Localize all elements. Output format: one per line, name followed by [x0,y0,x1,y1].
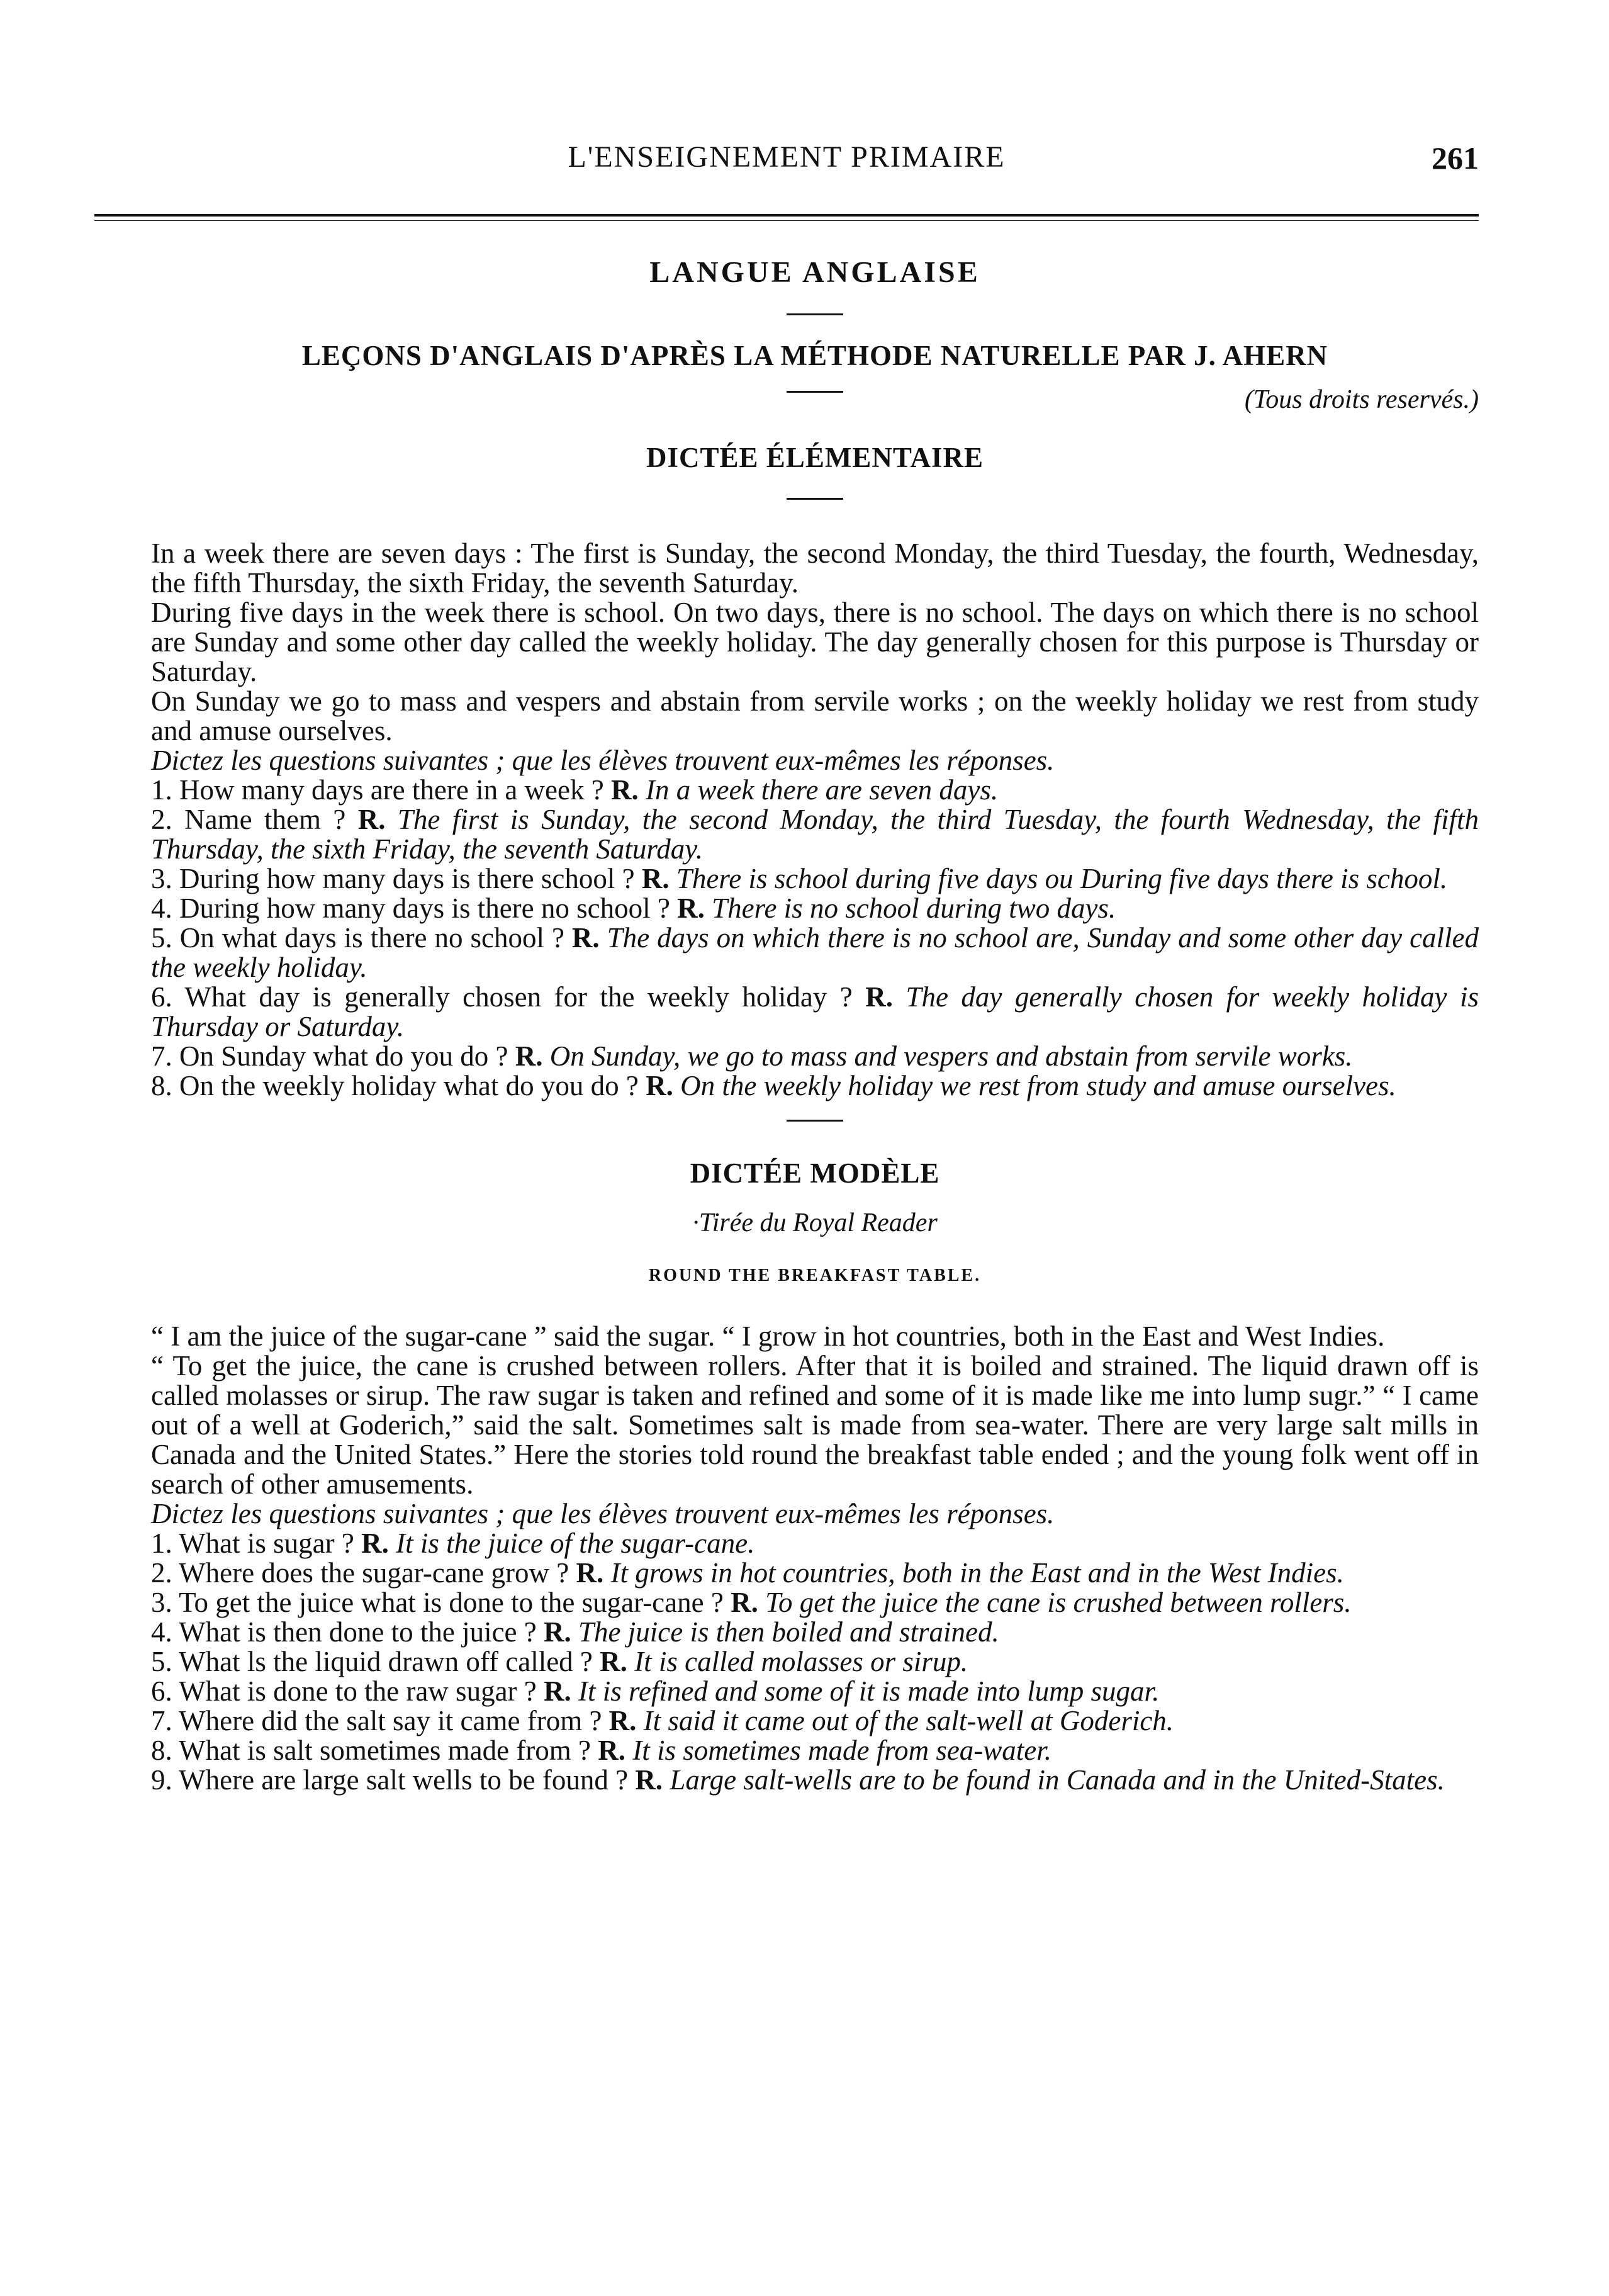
answer-marker: R. [515,1040,543,1072]
answer: The days on which there is no school are, Sunday and some other day called the weekly holiday. [151,922,1479,983]
qa-item [151,805,1479,864]
section-divider [787,313,843,315]
dictee-elementaire-title: DICTÉE ÉLÉMENTAIRE [646,442,984,473]
question: 3. During how many days is there school ? [151,863,635,894]
dictee-elementaire-text [151,539,1479,1101]
answer-marker: R. [646,1070,673,1101]
qa-item [151,982,1479,1042]
dictee-elementaire-divider [787,498,843,500]
rights-line [151,385,1479,422]
paragraph: On Sunday we go to mass and vespers and abstain from servile works ; on the weekly holiday we rest from study and amuse ourselves. [151,685,1479,746]
answer: On Sunday, we go to mass and vespers and abstain from servile works. [549,1040,1353,1072]
question: 8. On the weekly holiday what do you do ? [151,1070,639,1101]
qa-item [151,1677,1479,1706]
paragraph: In a week there are seven days : The first is Sunday, the second Monday, the third Tuesday, the fourth, Wednesday, the fifth Thursday, the sixth Friday, the seventh Saturday. [151,537,1479,599]
answer: It is called molasses or sirup. [634,1646,968,1677]
qa-item [151,1042,1479,1071]
qa-item [151,1529,1479,1558]
answer-marker: R. [544,1675,571,1707]
qa-item [151,1765,1479,1795]
answer: On the weekly holiday we rest from study and amuse ourselves. [680,1070,1396,1101]
qa-item [151,1558,1479,1588]
rights-notice: (Tous droits reservés.) [1244,385,1479,414]
page-number: 261 [1432,140,1479,176]
dictee-modele-title: DICTÉE MODÈLE [690,1157,940,1189]
source-line: ·Tirée du Royal Reader [692,1208,938,1237]
paragraph: During five days in the week there is school. On two days, there is no school. The days on which there is no school are Sunday and some other day called the weekly holiday. The day generally chosen for this purpose is Thursday or Saturday. [151,597,1479,687]
qa-item [151,894,1479,923]
answer-marker: R. [576,1557,604,1589]
answer: There is no school during two days. [712,892,1116,924]
answer-marker: R. [635,1764,663,1796]
question: 1. How many days are there in a week ? [151,774,604,806]
question: 5. What ls the liquid drawn off called ? [151,1646,593,1677]
question: 7. On Sunday what do you do ? [151,1040,508,1072]
qa-item [151,1736,1479,1765]
answer-marker: R. [610,774,639,806]
answer: Large salt-wells are to be found in Canada and in the United-States. [670,1764,1445,1796]
question: 3. To get the juice what is done to the sugar-cane ? [151,1587,724,1618]
story-title: ROUND THE BREAKFAST TABLE. [648,1266,982,1285]
paragraph: “ To get the juice, the cane is crushed between rollers. After that it is boiled and strained. The liquid drawn off is called molasses or sirup. The raw sugar is taken and refined and some of it is made like me into lump sugr.” “ I came out of a well at Goderich,” said the salt. Sometimes salt is made from sea-water. There are very large salt mills in Canada and the United States.” Here the stories told round the breakfast table ended ; and the young folk went off in search of other amusements. [151,1350,1479,1500]
answer-marker: R. [598,1735,626,1766]
answer: It is refined and some of it is made into lump sugar. [578,1675,1160,1707]
answer: The day generally chosen for weekly holiday is Thursday or Saturday. [151,981,1479,1042]
question: 6. What is done to the raw sugar ? [151,1675,537,1707]
answer-marker: R. [571,922,600,954]
qa-item [151,775,1479,805]
answer: It is the juice of the sugar-cane. [396,1528,755,1559]
answer-marker: R. [361,1528,389,1559]
answer: It is sometimes made from sea-water. [632,1735,1052,1766]
answer: It grows in hot countries, both in the East and in the West Indies. [610,1557,1344,1589]
page-header [94,140,1479,184]
answer: The juice is then boiled and strained. [578,1616,999,1648]
qa-item [151,923,1479,982]
answer-marker: R. [357,804,386,835]
qa-item [151,1706,1479,1736]
answer-marker: R. [677,892,705,924]
question: 5. On what days is there no school ? [151,922,564,954]
question: 8. What is salt sometimes made from ? [151,1735,591,1766]
rights-divider [787,391,843,393]
answer: To get the juice the cane is crushed between rollers. [765,1587,1352,1618]
question: 4. What is then done to the juice ? [151,1616,537,1648]
question: 7. Where did the salt say it came from ? [151,1705,602,1736]
paragraph: “ I am the juice of the sugar-cane ” said the sugar. “ I grow in hot countries, both in the East and West Indies. [151,1320,1385,1352]
question: 1. What is sugar ? [151,1528,354,1559]
header-rule-thin [94,220,1479,221]
section-break [787,1120,843,1122]
answer-marker: R. [865,981,893,1013]
qa-item [151,864,1479,894]
instruction: Dictez les questions suivantes ; que les élèves trouvent eux-mêmes les réponses. [151,745,1055,776]
dictee-modele-text [151,1322,1479,1795]
question: 2. Where does the sugar-cane grow ? [151,1557,569,1589]
answer-marker: R. [544,1616,571,1648]
question: 9. Where are large salt wells to be found ? [151,1764,629,1796]
answer-marker: R. [641,863,670,894]
qa-item [151,1618,1479,1647]
instruction: Dictez les questions suivantes ; que les élèves trouvent eux-mêmes les réponses. [151,1498,1055,1529]
qa-item [151,1071,1479,1101]
question: 6. What day is generally chosen for the weekly holiday ? [151,981,853,1013]
answer-marker: R. [731,1587,758,1618]
question: 4. During how many days is there no school ? [151,892,670,924]
qa-item [151,1647,1479,1677]
answer: The first is Sunday, the second Monday, the third Tuesday, the fourth Wednesday, the fifth Thursday, the sixth Friday, the seventh Saturday. [151,804,1479,865]
header-rule [94,214,1479,217]
answer-marker: R. [600,1646,627,1677]
running-title: L'ENSEIGNEMENT PRIMAIRE [568,140,1006,174]
answer: In a week there are seven days. [645,774,999,806]
page-body [151,255,1479,1795]
qa-item [151,1588,1479,1618]
lesson-subtitle: LEÇONS D'ANGLAIS D'APRÈS LA MÉTHODE NATURELLE PAR J. AHERN [301,340,1328,371]
answer: There is school during five days ou During five days there is school. [676,863,1448,894]
answer-marker: R. [608,1705,637,1736]
answer: It said it came out of the salt-well at Goderich. [643,1705,1174,1736]
section-title: LANGUE ANGLAISE [649,256,980,289]
question: 2. Name them ? [151,804,346,835]
